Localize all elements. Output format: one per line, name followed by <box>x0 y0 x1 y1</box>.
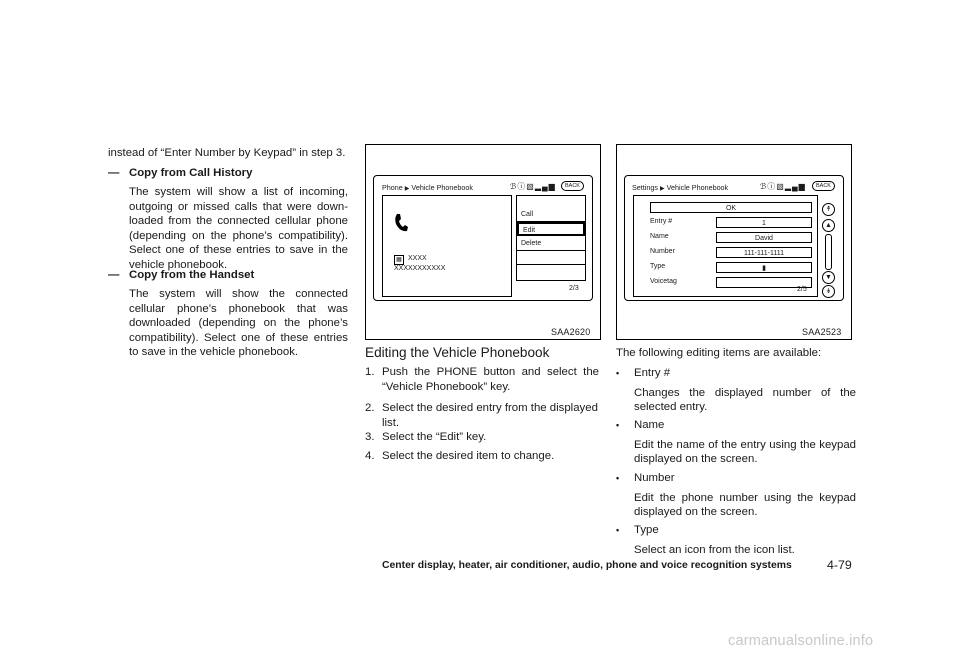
item-number <box>616 471 856 520</box>
menu-item-edit[interactable]: Edit <box>517 222 585 236</box>
bullet-icon: • <box>616 368 620 378</box>
page-indicator: 2/5 <box>797 286 807 293</box>
copy-handset-title: Copy from the Handset <box>129 269 255 281</box>
signal-icon: ▂▄▆ <box>784 182 806 191</box>
breadcrumb-start: Phone <box>382 183 403 192</box>
phone-handset-icon <box>394 213 408 233</box>
item-title: Number <box>634 472 675 484</box>
triangle-right-icon: ▶ <box>404 186 410 192</box>
menu-item-empty[interactable] <box>517 251 585 265</box>
copy-handset-body: The system will show the connected cellular phone’s phonebook that was downloaded (depending on the phone’s compatibility). Select one of these entries to save in the vehicle phonebook. <box>129 288 348 359</box>
step-2 <box>365 401 599 430</box>
item-title: Type <box>634 524 659 536</box>
step-4 <box>365 449 599 464</box>
item-type <box>616 523 856 557</box>
figure-label: SAA2523 <box>802 327 842 337</box>
bullet-icon: • <box>616 420 620 430</box>
step-number: 3. <box>365 431 375 443</box>
copy-handset-section <box>108 268 348 358</box>
entry-name: XXXX <box>408 255 427 262</box>
page-down-icon[interactable]: ↡ <box>822 285 835 298</box>
copy-call-history-title: Copy from Call History <box>129 167 253 179</box>
step-number: 1. <box>365 366 375 378</box>
display-screen <box>373 175 593 301</box>
item-desc: Edit the name of the entry using the keypad displayed on the screen. <box>634 438 856 466</box>
step-1 <box>365 365 599 394</box>
copy-call-history-section <box>108 166 348 271</box>
item-desc: Edit the phone number using the keypad displayed on the screen. <box>634 491 856 519</box>
page-indicator: 2/3 <box>569 285 579 292</box>
step-3 <box>365 430 599 445</box>
contact-card-icon: ▦ <box>394 255 404 265</box>
action-menu <box>516 195 586 281</box>
row-label-number: Number <box>650 248 675 255</box>
triangle-right-icon: ▶ <box>659 186 665 192</box>
scroll-up-icon[interactable]: ▲ <box>822 219 835 232</box>
item-desc: Select an icon from the icon list. <box>634 543 795 556</box>
status-icons <box>510 181 556 192</box>
bullet-icon: • <box>616 525 620 535</box>
dash-marker: — <box>108 269 120 281</box>
info-icon: ⓘ <box>767 182 777 191</box>
status-icons <box>760 181 806 192</box>
signal-icon: ▂▄▆ <box>534 182 556 191</box>
step-number: 4. <box>365 450 375 462</box>
item-name <box>616 418 856 467</box>
bullet-icon: • <box>616 473 620 483</box>
step-text: Select the desired item to change. <box>382 450 555 462</box>
battery-icon: ▧ <box>776 182 785 191</box>
phone-number-field[interactable]: 111-111-1111 <box>716 247 812 258</box>
menu-item-delete[interactable]: Delete <box>517 237 585 251</box>
screen-breadcrumb <box>382 183 473 192</box>
row-label-type: Type <box>650 263 666 270</box>
figure-edit-entry <box>616 144 852 340</box>
entry-detail-panel <box>382 195 512 297</box>
row-label-entry: Entry # <box>650 218 673 225</box>
back-button[interactable]: BACK <box>812 181 835 191</box>
menu-item-call[interactable]: Call <box>517 208 585 222</box>
dash-marker: — <box>108 167 120 179</box>
scroll-down-icon[interactable]: ▼ <box>822 271 835 284</box>
row-label-voicetag: Voicetag <box>650 278 677 285</box>
battery-icon: ▧ <box>526 182 535 191</box>
footer-section-title: Center display, heater, air conditioner, audio, phone and voice recognition systems <box>382 560 792 571</box>
watermark: carmanualsonline.info <box>728 633 874 649</box>
breadcrumb-end: Vehicle Phonebook <box>666 183 729 192</box>
back-button[interactable]: BACK <box>561 181 584 191</box>
type-field[interactable] <box>716 262 812 273</box>
intro-text: instead of “Enter Number by Keypad” in step 3. <box>108 147 346 159</box>
breadcrumb-start: Settings <box>632 183 658 192</box>
copy-call-history-body: The system will show a list of incoming, outgoing or missed calls that were down-loaded from the connected cellular phone (depending on the phone’s compatibility). Select one of these entries to save in the vehicle phonebook. <box>129 186 348 271</box>
page-number: 4-79 <box>827 558 852 572</box>
info-icon: ⓘ <box>517 182 527 191</box>
bluetooth-icon: ℬ <box>510 182 518 191</box>
item-title: Name <box>634 419 665 431</box>
breadcrumb-end: Vehicle Phonebook <box>411 183 473 192</box>
step-text: Select the “Edit” key. <box>382 431 487 443</box>
page-up-icon[interactable]: ↟ <box>822 203 835 216</box>
scrollbar[interactable] <box>825 234 832 270</box>
step-number: 2. <box>365 402 375 414</box>
bluetooth-icon: ℬ <box>760 182 768 191</box>
edit-fields-panel <box>633 195 818 297</box>
entry-number-field[interactable]: 1 <box>716 217 812 228</box>
figure-label: SAA2620 <box>551 327 591 337</box>
item-title: Entry # <box>634 367 671 379</box>
step-text: Select the desired entry from the displayed list. <box>382 402 598 429</box>
item-entry <box>616 366 856 415</box>
entry-number: XXXXXXXXXXX <box>394 265 446 272</box>
screen-breadcrumb <box>632 183 728 192</box>
section-heading: Editing the Vehicle Phonebook <box>365 345 550 360</box>
row-label-name: Name <box>650 233 669 240</box>
ok-button[interactable]: OK <box>650 202 812 213</box>
display-screen <box>624 175 844 301</box>
figure-phonebook-entry <box>365 144 601 340</box>
type-icon: ▮ <box>762 265 766 272</box>
items-intro: The following editing items are available: <box>616 347 822 359</box>
item-desc: Changes the displayed number of the selected entry. <box>634 386 856 414</box>
name-field[interactable]: David <box>716 232 812 243</box>
step-text: Push the PHONE button and select the “Vehicle Phonebook” key. <box>382 366 599 393</box>
